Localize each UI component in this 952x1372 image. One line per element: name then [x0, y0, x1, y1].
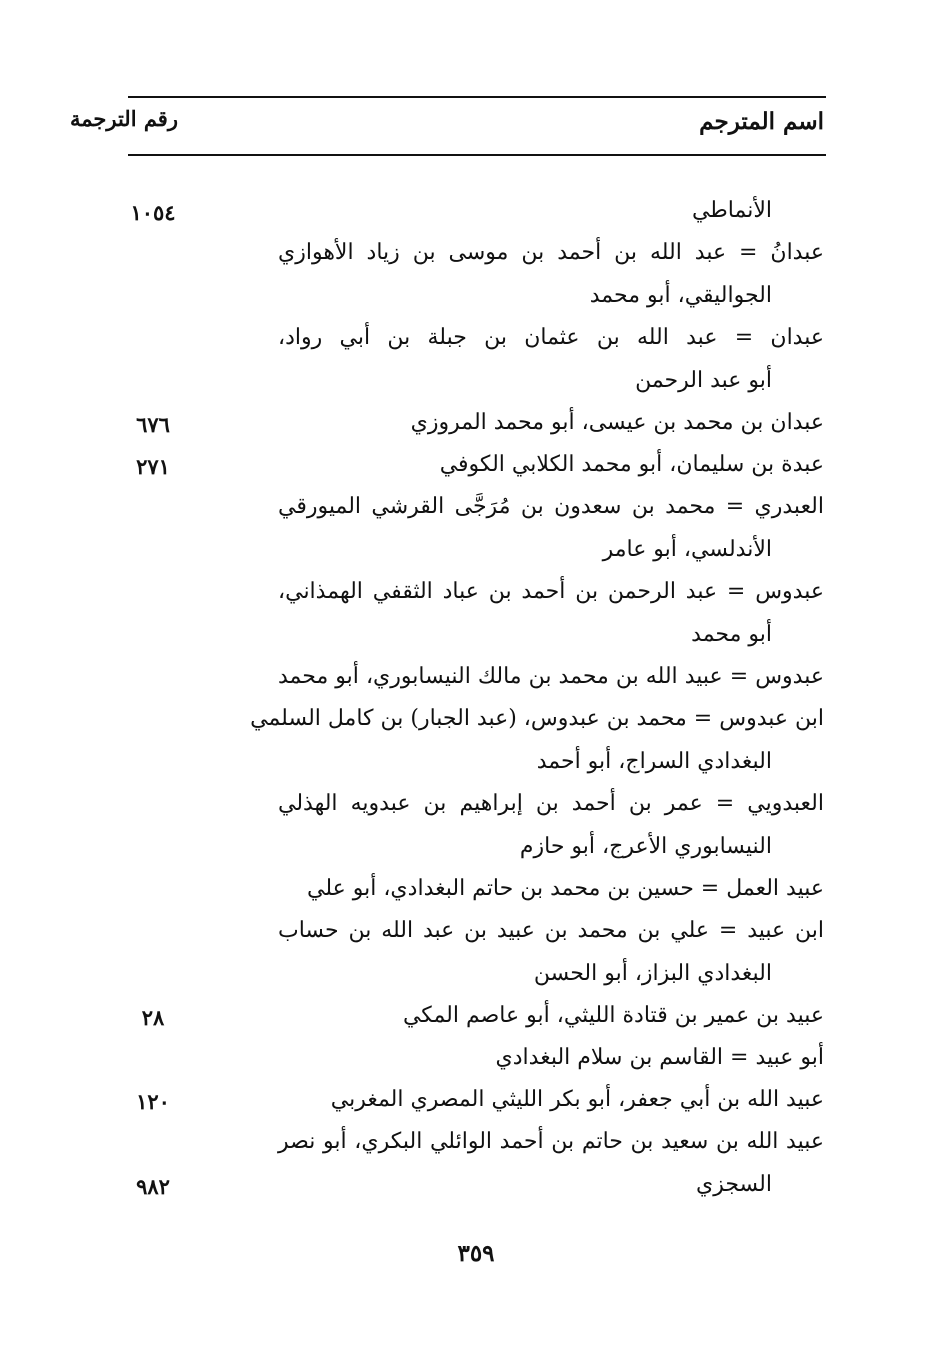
entry-line-continuation: أبو عبد الرحمن	[635, 368, 772, 393]
entry-line-continuation: البغدادي البزاز، أبو الحسن	[533, 961, 772, 986]
page-number: ٣٥٩	[457, 1240, 495, 1267]
entry-number: ١٠٥٤	[130, 200, 176, 225]
entry-line-continuation: الأندلسي، أبو عامر	[602, 537, 772, 562]
entry-line: ابن عبيد = علي بن محمد بن عبيد بن عبد الله بن حساب	[278, 918, 824, 943]
entry-line: العبدويي = عمر بن أحمد بن إبراهيم بن عبدويه الهذلي	[278, 791, 824, 816]
column-header-name: اسم المترجم	[699, 108, 824, 135]
entry-line: عبدة بن سليمان، أبو محمد الكلابي الكوفي	[439, 452, 824, 477]
entry-line: عبيد الله بن أبي جعفر، أبو بكر الليثي المصري المغربي	[330, 1087, 824, 1112]
entry-line-continuation: البغدادي السراج، أبو أحمد	[536, 749, 772, 774]
entry-line: العبدري = محمد بن سعدون بن مُرَجَّى القرشي الميورقي	[278, 494, 824, 519]
entry-line: عبدانُ = عبد الله بن أحمد بن موسى بن زياد الأهوازي	[278, 240, 824, 265]
entry-line: الأنماطي	[691, 198, 772, 223]
entry-line: عبدوس = عبيد الله بن محمد بن مالك النيسابوري، أبو محمد	[278, 664, 824, 689]
entry-number: ٦٧٦	[136, 412, 170, 437]
entry-line-continuation: السجزي	[695, 1172, 772, 1197]
entry-line: عبيد بن عمير بن قتادة الليثي، أبو عاصم المكي	[402, 1003, 824, 1028]
entry-line-continuation: أبو محمد	[691, 622, 772, 647]
entry-line-continuation: النيسابوري الأعرج، أبو حازم	[519, 834, 772, 859]
entry-line: عبدان بن محمد بن عيسى، أبو محمد المروزي	[410, 410, 824, 435]
header-bottom-rule	[128, 154, 826, 156]
entry-line: أبو عبيد = القاسم بن سلام البغدادي	[495, 1045, 824, 1070]
entry-line: عبيد العمل = حسين بن محمد بن حاتم البغدادي، أبو علي	[307, 876, 824, 901]
entry-line: عبيد الله بن سعيد بن حاتم بن أحمد الوائلي البكري، أبو نصر	[278, 1129, 824, 1154]
entry-number: ٢٨	[141, 1005, 165, 1030]
entry-line: عبدوس = عبد الرحمن بن أحمد بن عباد الثقفي الهمذاني،	[278, 579, 824, 604]
top-rule	[128, 96, 826, 98]
entry-line-continuation: الجواليقي، أبو محمد	[589, 283, 772, 308]
entry-line: ابن عبدوس = محمد بن عبدوس، (عبد الجبار) بن كامل السلمي	[250, 706, 824, 731]
entry-line: عبدان = عبد الله بن عثمان بن جبلة بن أبي رواد،	[278, 325, 824, 350]
column-header-number: رقم الترجمة	[69, 106, 178, 131]
entry-number: ٩٨٢	[136, 1174, 170, 1199]
entry-number: ١٢٠	[136, 1089, 170, 1114]
entry-number: ٢٧١	[136, 454, 170, 479]
